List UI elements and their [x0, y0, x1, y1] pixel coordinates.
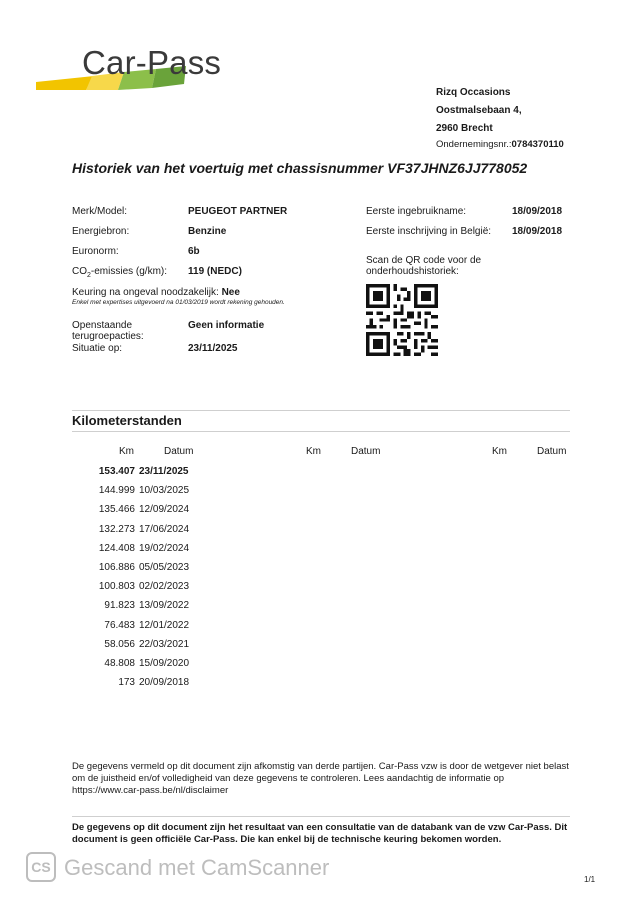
table-row: 58.056 22/03/2021 [104, 638, 190, 650]
keuring-value: Nee [221, 287, 240, 298]
terugroep-label: Openstaande terugroepacties: [72, 320, 144, 342]
keuring-label: Keuring na ongeval noodzakelijk: Nee [72, 287, 240, 298]
inschrijving-value: 18/09/2018 [512, 226, 563, 237]
merk-value: PEUGEOT PARTNER [188, 206, 288, 217]
divider [72, 816, 570, 817]
col-datum-3: Datum [537, 446, 567, 457]
company-number: Ondernemingsnr.:0784370110 [436, 139, 564, 150]
co2-value: 119 (NEDC) [188, 266, 242, 277]
table-row: 100.803 02/02/2023 [98, 581, 190, 593]
dealer-address [436, 84, 522, 138]
table-row: 91.823 13/09/2022 [104, 600, 190, 612]
disclaimer-text: De gegevens vermeld op dit document zijn afkomstig van derde partijen. Car-Pass vzw is door de wetgever niet belast om de juistheid en/of volledigheid van deze gegevens te controleren. Lees aandachtig de informatie op https://www.car-pass.be/nl/disclaimer [72, 761, 569, 796]
table-row: 173 20/09/2018 [118, 677, 190, 689]
keuring-note: Enkel met expertises uitgevoerd na 01/03/2019 wordt rekening gehouden. [72, 299, 285, 306]
inschrijving-label: Eerste inschrijving in België: [366, 226, 492, 237]
euronorm-value: 6b [188, 246, 200, 257]
official-notice: De gegevens op dit document zijn het resultaat van een consultatie van de databank van de vzw Car-Pass. Dit document is geen officiële Car-Pass. Die kan enkel bij de technische keuring bekomen worden. [72, 822, 568, 845]
divider [72, 410, 570, 411]
col-km-1: Km [119, 446, 134, 457]
dealer-name: Rizq Occasions [436, 87, 511, 98]
table-row: 106.886 05/05/2023 [98, 561, 190, 573]
document-title: Historiek van het voertuig met chassisnummer VF37JHNZ6JJ778052 [72, 160, 528, 176]
camscanner-icon: CS [26, 852, 56, 882]
km-section-title: Kilometerstanden [72, 413, 182, 428]
logo-text: Car-Pass [82, 44, 222, 81]
table-row: 135.466 12/09/2024 [98, 504, 190, 516]
col-km-3: Km [492, 446, 507, 457]
merk-label: Merk/Model: [72, 206, 128, 217]
qr-label: Scan de QR code voor de onderhoudshistoriek: [366, 255, 482, 277]
situatie-value: 23/11/2025 [188, 343, 238, 354]
co2-label: $CO_2$-emissies (g/km): [72, 266, 168, 279]
col-datum-1: Datum [164, 446, 194, 457]
qr-code[interactable] [366, 284, 438, 356]
table-row: 124.408 19/02/2024 [98, 542, 190, 554]
dealer-city: 2960 Brecht [436, 123, 493, 134]
col-datum-2: Datum [351, 446, 381, 457]
camscanner-watermark: Gescand met CamScanner [64, 855, 330, 880]
eerste-label: Eerste ingebruikname: [366, 206, 467, 217]
terugroep-value: Geen informatie [188, 320, 265, 331]
page-number: 1/1 [584, 875, 596, 884]
energie-value: Benzine [188, 226, 227, 237]
table-row: 76.483 12/01/2022 [104, 619, 190, 631]
col-km-2: Km [306, 446, 321, 457]
table-row: 153.407 23/11/2025 [98, 466, 189, 477]
table-row: 48.808 15/09/2020 [104, 657, 190, 669]
table-row: 132.273 17/06/2024 [98, 523, 190, 535]
euronorm-label: Euronorm: [72, 246, 119, 257]
km-list [70, 466, 189, 696]
divider [72, 431, 570, 432]
eerste-value: 18/09/2018 [512, 206, 563, 217]
situatie-label: Situatie op: [72, 343, 123, 354]
table-row: 144.999 10/03/2025 [98, 485, 190, 497]
energie-label: Energiebron: [72, 226, 130, 237]
dealer-street: Oostmalsebaan 4, [436, 105, 522, 116]
